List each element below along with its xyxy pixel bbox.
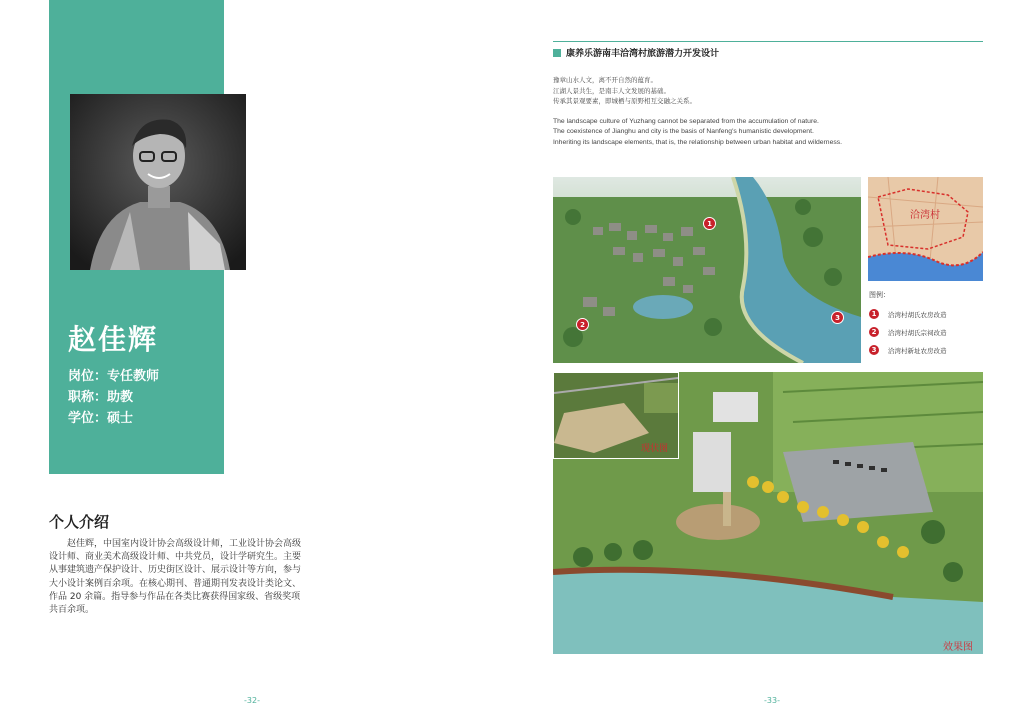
legend-number-badge: 2 [869,327,879,337]
chinese-description [553,75,696,107]
legend-item [869,344,947,356]
legend-label: 洽湾村胡氏宗祠改造 [888,328,947,337]
legend-item [869,326,947,338]
section-title: 康养乐游南丰洽湾村旅游潜力开发设计 [566,49,720,59]
page-number-right: -33- [764,696,780,705]
position-line: 岗位：专任教师 [68,369,160,384]
legend-item [869,308,947,320]
map-village-label: 洽湾村 [910,210,940,221]
english-description [553,117,973,148]
location-map-image [868,177,983,281]
en-line: The landscape culture of Yuzhang cannot be separated from the accumulation of nature. [553,118,819,125]
header-rule [553,41,983,42]
inset-label: 现状图 [641,444,669,454]
en-line: Inheriting its landscape elements, that is, the relationship between urban habitat and wilderness. [553,138,843,146]
intro-text: 赵佳辉，中国室内设计协会高级设计师，工业设计协会高级设计师、商业美术高级设计师、中共党员，设计学研究生。主要从事建筑遗产保护设计、历史街区设计、展示设计等方向，参与大小设计案例百余项。在核心期刊、普通期刊发表设计类论文、作品 20 余篇。指导参与作品在各类比赛获得国家级、省级奖项共百余项。 [49,539,302,616]
degree-line: 学位：硕士 [68,411,134,426]
legend-label: 洽湾村新址农房改造 [888,346,947,355]
page-number-left: -32- [244,696,260,705]
cn-line: 豫章山水人文，离不开自然的蕴育。 [553,76,657,84]
title-line: 职称：助教 [68,390,134,405]
site-marker-3: 3 [831,311,844,324]
aerial-site-image [553,177,861,363]
en-line: The coexistence of Jianghu and city is the basis of Nanfeng's humanistic development. [553,128,814,136]
legend-number-badge: 1 [869,309,879,319]
intro-heading: 个人介绍 [49,513,110,531]
site-marker-2: 2 [576,318,589,331]
cn-line: 江湖人景共生，是南丰人文发展的基础。 [553,86,670,95]
legend-label: 洽湾村胡氏农房改造 [888,310,947,319]
person-name: 赵佳辉 [68,323,159,356]
site-marker-1: 1 [703,217,716,230]
rendering-label: 效果图 [943,642,973,653]
cn-line: 传承其景观要素，即城栖与原野相互交融之关系。 [553,97,696,105]
title-square-icon [553,49,561,57]
legend-title: 图例： [869,291,890,299]
legend-number-badge: 3 [869,345,879,355]
profile-photo [70,94,246,270]
